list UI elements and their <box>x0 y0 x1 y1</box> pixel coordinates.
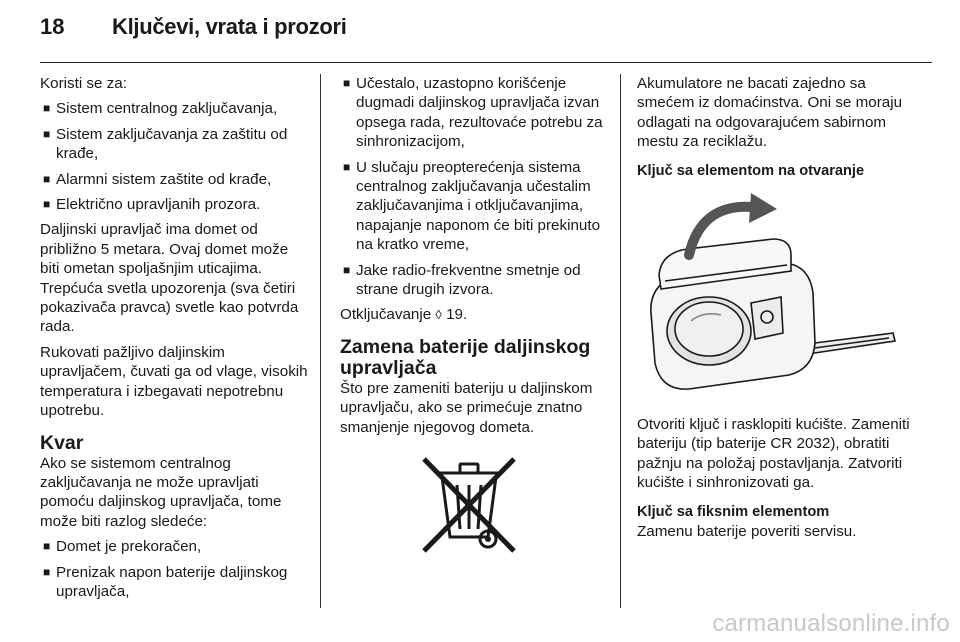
care-paragraph: Rukovati pažljivo daljinskim upravljačem, čuvati ga od vlage, visokih temperatura i izbegavati nepotrebnu upotrebu. <box>40 343 308 420</box>
fixed-key-heading: Ključ sa fiksnim elementom <box>637 503 830 520</box>
header-rule <box>40 62 932 63</box>
folding-key-text: Otvoriti ključ i rasklopiti kućište. Zameniti bateriju (tip baterije CR 2032), obratiti pažnju na položaj postavljanja. Zatvoriti kućište i sinhronizovati ga. <box>637 416 910 492</box>
list-item: ■ Alarmni sistem zaštite od krađe, <box>43 170 272 188</box>
folding-key-heading: Ključ sa elementom na otvaranje <box>637 162 865 179</box>
column-3 <box>637 74 919 547</box>
folding-key-battery-illustration <box>631 193 899 407</box>
uses-list <box>40 99 308 214</box>
fault-text: Ako se sistemom centralnog zaključavanja ne može upravljati pomoću daljinskog upravljača, tome može biti razlog sledeće: <box>40 454 282 530</box>
bullet-icon: ■ <box>43 171 51 186</box>
page-header <box>0 0 960 64</box>
bullet-icon: ■ <box>343 262 351 277</box>
list-item: ■ Prenizak napon baterije daljinskog upravljača, <box>43 563 288 600</box>
fault-list-continued <box>340 74 612 299</box>
page-title: Ključevi, vrata i prozori <box>112 14 347 39</box>
range-paragraph: Daljinski upravljač ima domet od približno 5 metara. Ovaj domet može biti ometan spoljašnjim uticajima. Trepćuća svetla upozorenja (sva četiri pokazivača pravca) svetle kao potvrda rada. <box>40 221 299 336</box>
list-item: ■ Sistem centralnog zaključavanja, <box>43 100 278 118</box>
bullet-icon: ■ <box>343 76 351 90</box>
bullet-icon: ■ <box>343 159 351 174</box>
battery-text: Što pre zameniti bateriju u daljinskom upravljaču, ako se primećuje znatno smanjenje njegovog dometa. <box>340 379 593 436</box>
list-item: ■ Sistem zaključavanja za zaštitu od krađe, <box>43 125 288 163</box>
fault-list <box>40 537 308 601</box>
fault-heading: Kvar <box>40 431 84 454</box>
bullet-icon: ■ <box>43 197 51 212</box>
list-item: ■ Učestalo, uzastopno korišćenje dugmadi daljinskog upravljača izvan opsega rada, rezultovaće potrebu za sinhronizacijom, <box>343 75 603 151</box>
list-item: ■ Električno upravljanih prozora. <box>43 196 261 214</box>
page-number: 18 <box>40 14 65 39</box>
column-divider-1 <box>320 74 321 608</box>
bullet-icon: ■ <box>43 564 51 579</box>
column-1 <box>40 74 308 607</box>
intro-text: Koristi se za: <box>40 75 127 92</box>
column-2 <box>340 74 612 559</box>
page-reference-link[interactable]: 19. <box>446 306 468 324</box>
watermark: carmanualsonline.info <box>712 610 950 637</box>
list-item: ■ Jake radio-frekventne smetnje od strane drugih izvora. <box>343 261 581 299</box>
list-item: ■ Domet je prekoračen, <box>43 538 202 556</box>
fixed-key-text: Zamenu baterije poveriti servisu. <box>637 523 857 541</box>
column-divider-2 <box>620 74 621 608</box>
unlock-reference: Otključavanje ◊ 19. <box>340 306 468 324</box>
list-item: ■ U slučaju preopterećenja sistema centralnog zaključavanja učestalim zaključavanjima i otključavanjima, napajanje naponom će biti prekinuto na kratko vreme, <box>343 158 601 254</box>
bullet-icon: ■ <box>43 539 51 554</box>
page-reference-icon: ◊ <box>435 307 442 323</box>
bullet-icon: ■ <box>43 101 51 116</box>
disposal-text: Akumulatore ne bacati zajedno sa smećem iz domaćinstva. Oni se moraju odlagati na odgovarajućem sabirnom mestu za reciklažu. <box>637 75 903 151</box>
crossed-bin-icon <box>416 451 522 559</box>
bullet-icon: ■ <box>43 126 51 141</box>
battery-heading: Zamena baterije daljinskog upravljača <box>340 335 591 379</box>
